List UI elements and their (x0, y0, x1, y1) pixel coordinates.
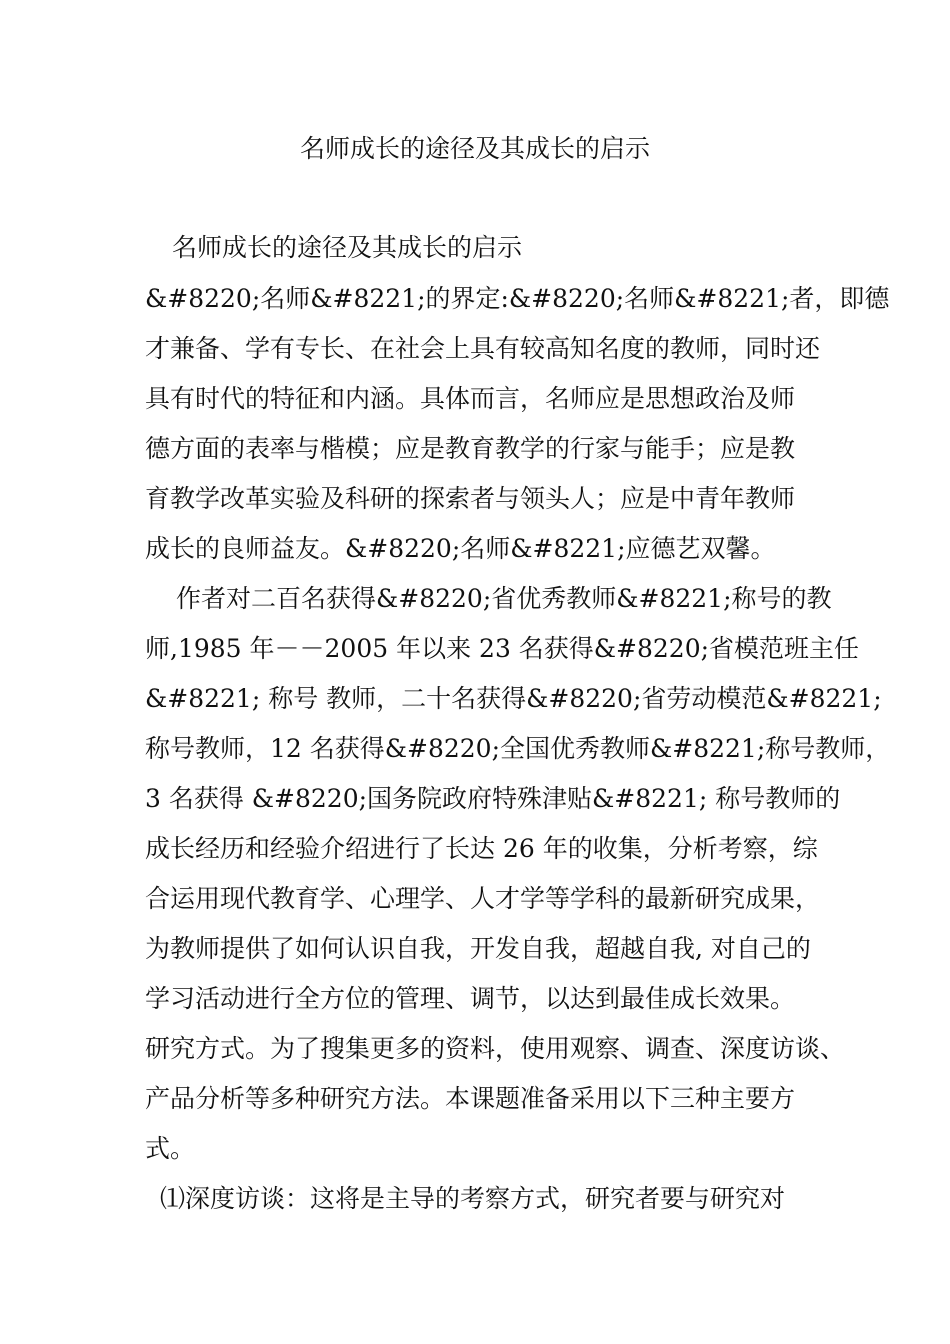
body-line-13: 成长经历和经验介绍进行了长达 26 年的收集，分析考察，综 (145, 834, 818, 863)
body-line-8: 作者对二百名获得&#8220;省优秀教师&#8221;称号的教 (176, 584, 832, 613)
body-line-3: 才兼备、学有专长、在社会上具有较高知名度的教师，同时还 (145, 334, 821, 363)
body-line-14: 合运用现代教育学、心理学、人才学等学科的最新研究成果， (145, 884, 821, 913)
body-line-18: 产品分析等多种研究方法。本课题准备采用以下三种主要方 (145, 1084, 796, 1113)
body-line-12: 3 名获得 &#8220;国务院政府特殊津贴&#8221; 称号教师的 (145, 784, 841, 813)
body-line-19: 式。 (145, 1134, 196, 1163)
body-line-2: &#8220;名师&#8221;的界定:&#8220;名师&#8221;者，即德 (145, 284, 890, 313)
body-line-15: 为教师提供了如何认识自我，开发自我，超越自我, 对自己的 (145, 934, 811, 963)
body-line-20: ⑴深度访谈：这将是主导的考察方式，研究者要与研究对 (160, 1184, 786, 1213)
body-line-11: 称号教师，12 名获得&#8220;全国优秀教师&#8221;称号教师， (145, 734, 891, 763)
body-line-1: 名师成长的途径及其成长的启示 (172, 233, 523, 262)
body-line-10: &#8221; 称号 教师，二十名获得&#8220;省劳动模范&#8221; (145, 684, 882, 713)
body-line-5: 德方面的表率与楷模；应是教育教学的行家与能手；应是教 (145, 434, 796, 463)
body-line-6: 育教学改革实验及科研的探索者与领头人；应是中青年教师 (145, 484, 796, 513)
body-line-9: 师,1985 年－－2005 年以来 23 名获得&#8220;省模范班主任 (145, 634, 860, 663)
body-line-7: 成长的良师益友。&#8220;名师&#8221;应德艺双馨。 (145, 534, 776, 563)
document-title: 名师成长的途径及其成长的启示 (299, 134, 650, 163)
body-line-4: 具有时代的特征和内涵。具体而言，名师应是思想政治及师 (145, 384, 796, 413)
body-line-17: 研究方式。为了搜集更多的资料，使用观察、调查、深度访谈、 (145, 1034, 846, 1063)
body-line-16: 学习活动进行全方位的管理、调节，以达到最佳成长效果。 (145, 984, 796, 1013)
